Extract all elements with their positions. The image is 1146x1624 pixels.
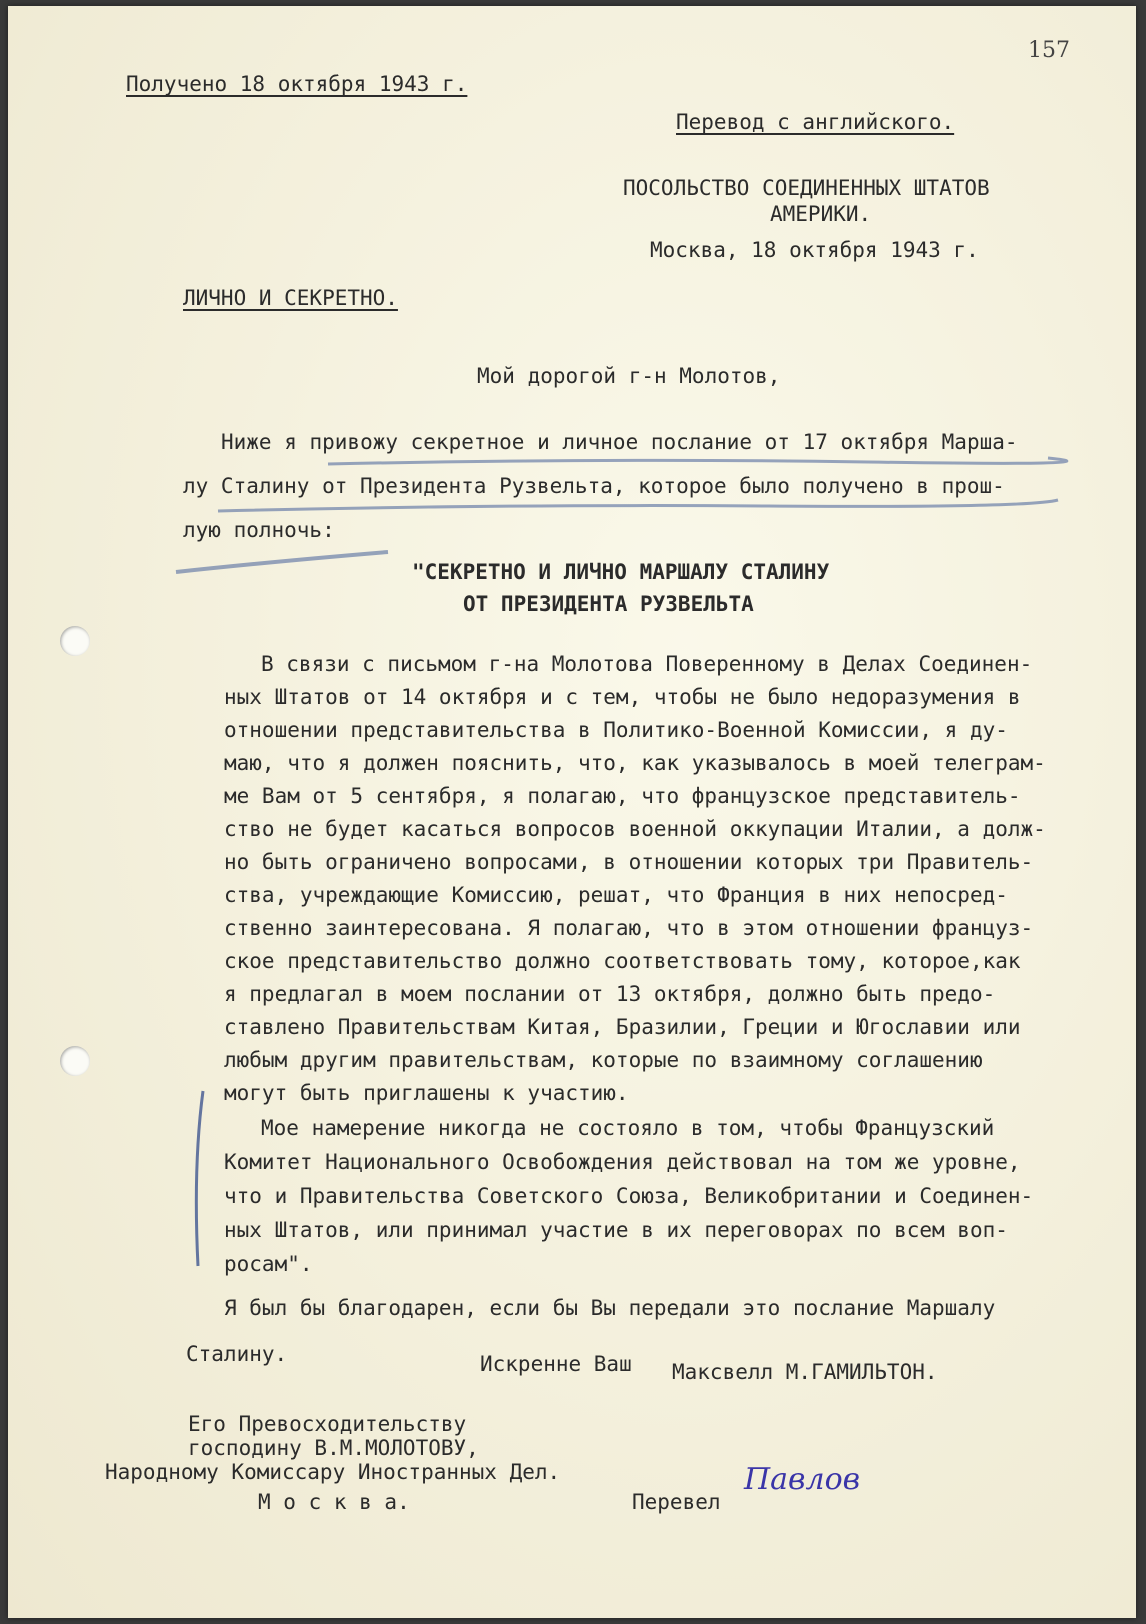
message-p1-line-5: ме Вам от 5 сентября, я полагаю, что французское представитель- [224, 784, 1021, 808]
message-p1-line-4: маю, что я должен пояснить, что, как указывалось в моей телеграм- [224, 751, 1046, 775]
intro-line-3: лую полночь: [183, 518, 335, 542]
embassy-place-date: Москва, 18 октября 1943 г. [650, 238, 979, 262]
message-p2-line-3: что и Правительства Советского Союза, Великобритании и Соединен- [224, 1184, 1034, 1208]
message-p1-line-10: ское представительство должно соответствовать тому, которое,как [224, 949, 1021, 973]
message-title-line-1: "СЕКРЕТНО И ЛИЧНО МАРШАЛУ СТАЛИНУ [412, 560, 830, 584]
message-p1-line-11: я предлагал в моем послании от 13 октября, должно быть предо- [224, 982, 996, 1006]
embassy-name-line1: ПОСОЛЬСТВО СОЕДИНЕННЫХ ШТАТОВ [623, 176, 990, 200]
embassy-name-line2: АМЕРИКИ. [770, 202, 872, 226]
valediction: Искренне Ваш [480, 1352, 632, 1376]
translated-by-label: Перевел [632, 1490, 721, 1514]
message-p2-line-4: ных Штатов, или принимал участие в их переговорах по всем воп- [224, 1218, 1008, 1242]
translator-signature: Павлов [744, 1462, 861, 1497]
intro-line-2: лу Сталину от Президента Рузвельта, которое было получено в прош- [183, 474, 1005, 498]
addressee-line-1: Его Превосходительству [188, 1412, 467, 1436]
received-stamp: Получено 18 октября 1943 г. [126, 72, 468, 96]
message-p1-line-2: ных Штатов от 14 октября и с тем, чтобы не было недоразумения в [224, 685, 1021, 709]
document-page [8, 6, 1136, 1618]
message-p1-line-3: отношении представительства в Политико-Военной Комиссии, я ду- [224, 718, 1008, 742]
message-p1-line-12: ставлено Правительствам Китая, Бразилии, Греции и Югославии или [224, 1015, 1021, 1039]
message-p1-line-14: могут быть приглашены к участию. [224, 1081, 629, 1105]
message-p2-line-1: Мое намерение никогда не состояло в том, чтобы Французский [261, 1116, 995, 1140]
message-p1-line-8: ства, учреждающие Комиссию, решат, что Франция в них непосред- [224, 883, 1008, 907]
message-p1-line-9: ственно заинтересована. Я полагаю, что в этом отношении француз- [224, 916, 1034, 940]
message-p2-line-5: росам". [224, 1252, 313, 1276]
pencil-markings [8, 6, 1136, 1618]
intro-line-1: Ниже я привожу секретное и личное послание от 17 октября Марша- [221, 430, 1018, 454]
message-p1-line-7: но быть ограничено вопросами, в отношении которых три Правитель- [224, 850, 1034, 874]
message-p1-line-13: любым другим правительствам, которые по взаимному соглашению [224, 1048, 983, 1072]
city: М о с к в а. [258, 1490, 410, 1514]
message-p1-line-1: В связи с письмом г-на Молотова Поверенному в Делах Соединен- [261, 652, 1033, 676]
salutation: Мой дорогой г-н Молотов, [477, 364, 781, 388]
closing-request-line-2: Сталину. [186, 1342, 288, 1366]
message-p1-line-6: ство не будет касаться вопросов военной оккупации Италии, а долж- [224, 817, 1046, 841]
addressee-line-3: Народному Комиссару Иностранных Дел. [105, 1460, 561, 1484]
message-p2-line-2: Комитет Национального Освобождения действовал на том же уровне, [224, 1150, 1021, 1174]
classification: ЛИЧНО И СЕКРЕТНО. [183, 286, 398, 310]
closing-request-line-1: Я был бы благодарен, если бы Вы передали это послание Маршалу [224, 1296, 996, 1320]
page-number: 157 [1028, 38, 1070, 63]
addressee-line-2: господину В.М.МОЛОТОВУ, [188, 1436, 479, 1460]
translation-note: Перевод с английского. [676, 110, 955, 134]
message-title-line-2: ОТ ПРЕЗИДЕНТА РУЗВЕЛЬТА [463, 592, 754, 616]
signatory: Максвелл М.ГАМИЛЬТОН. [672, 1360, 938, 1384]
